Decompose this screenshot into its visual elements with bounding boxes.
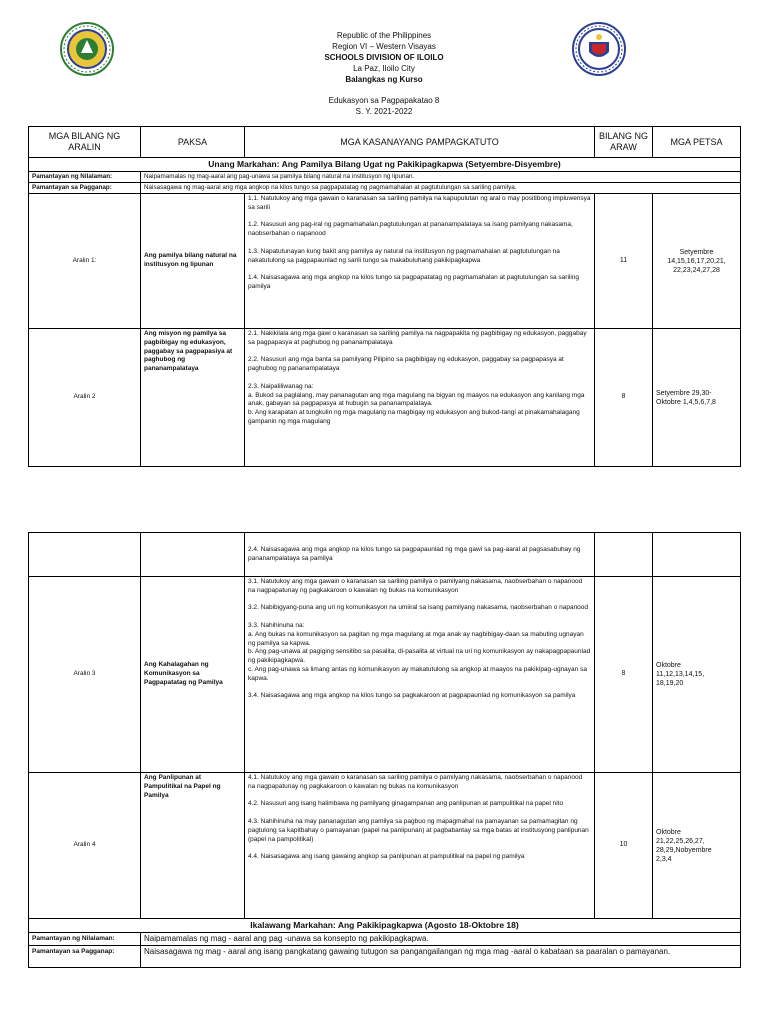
curriculum-table-page-2 <box>28 532 741 968</box>
lesson-number: Aralin 3 <box>29 577 141 773</box>
col-header-aralin: MGA BILANG NG ARALIN <box>29 127 141 158</box>
number-of-days: 11 <box>595 194 653 329</box>
subject-name: Edukasyon sa Pagpapakatao 8 <box>328 96 440 105</box>
school-year: S. Y. 2021-2022 <box>355 107 413 116</box>
quarter-1-title: Unang Markahan: Ang Pamilya Bilang Ugat ng Pakikipagkapwa (Setyembre-Disyembre) <box>29 158 741 172</box>
col-header-petsa: MGA PETSA <box>653 127 741 158</box>
standard-label: Pamantayan ng Nilalaman: <box>29 172 141 183</box>
lesson-number: Aralin 4 <box>29 773 141 919</box>
learning-competencies: 2.1. Nakikilala ang mga gawi o karanasan sa sariling pamilya na nagpapakita ng pagbibigay ng edukasyon, paggabay sa pagpapasya at paghubog ng pananampalataya 2.2. Nasusuri ang mga banta sa pamilyang Pilipino sa pagbibigay ng edukasyon, paggabay sa pagpapasya at paghubog ng pananampalataya 2.3. Naipaliliwanag na: a. Bukod sa paglalang, may pananagutan ang mga magulang na bigyan ng maayos na edukasyon ang kanilang mga anak, gabayan sa pagpapasya at hubugin sa pananampalataya. b. Ang karapatan at tungkulin ng mga magulang na magbigay ng edukasyon ang bukod-tangi at pinakamahalagang gampanin ng mga magulang <box>245 329 595 467</box>
lesson-dates: Setyembre 14,15,16,17,20,21, 22,23,24,27,28 <box>653 194 741 329</box>
table-row <box>29 577 741 773</box>
lesson-number: Aralin 1: <box>29 194 141 329</box>
learning-competencies: 3.1. Natutukoy ang mga gawain o karanasan sa sariling pamilya o pamilyang nakasama, naobserbahan o napanood na nagpapatunay ng pagkakaroon o kawalan ng bukas na komunikasyon 3.2. Nabibigyang-puna ang uri ng komunikasyon na umiiral sa isang pamilyang nakasama, naobserbahan o napanood 3.3. Nahihinuha na: a. Ang bukas na komunikasyon sa pagitan ng mga magulang at mga anak ay nagbibigay-daan sa mabuting ugnayan ng pamilya sa kapwa. b. Ang pag-unawa at pagiging sensitibo sa pasalita, di-pasalita at virtual na uri ng komunikasyon ay nakapagpapaunlad ng pakikipagkapwa. c. Ang pag-unawa sa limang antas ng komunikasyon ay makatutulong sa angkop at maayos na pakikipag-ugnayan sa kapwa. 3.4. Naisasagawa ang mga angkop na kilos tungo sa pagkakaroon at pagpapaunlad ng komunikasyon sa pamilya <box>245 577 595 773</box>
header-document-title: Balangkas ng Kurso <box>345 75 423 84</box>
learning-competencies: 1.1. Natutukoy ang mga gawain o karanasan sa sariling pamilya na kapupulutan ng aral o may positibong impluwensya sa sarili 1.2. Nasusuri ang pag-iral ng pagmamahalan,pagtutulungan at pananampalataya sa isang pamilyang nakasama, naobserbahan o napanood 1.3. Napatutunayan kung bakit ang pamilya ay natural na institusyon ng pagmamahalan at pagtutulungan na nakatutulong sa pagpapaunlad ng sarili tungo sa makabuluhang pakikipagkapwa 1.4. Naisasagawa ang mga angkop na kilos tungo sa pagpapatatag ng pagmamahalan at pagtutulungan sa sariling pamilya <box>245 194 595 329</box>
header-division: SCHOOLS DIVISION OF ILOILO <box>324 53 444 62</box>
number-of-days: 8 <box>595 329 653 467</box>
standard-performance: Naisasagawa ng mag - aaral ang isang pangkatang gawaing tutugon sa pangangailangan ng mga mag -aaral o kabataan sa paaralan o pamayanan. <box>141 946 741 968</box>
number-of-days: 10 <box>595 773 653 919</box>
lesson-dates: Oktobre 21,22,25,26,27, 28,29,Nobyembre 2,3,4 <box>653 773 741 919</box>
header-line-2: Region VI – Western Visayas <box>332 42 436 51</box>
empty-cell <box>595 533 653 577</box>
lesson-dates: Setyembre 29,30- Oktobre 1,4,5,6,7,8 <box>653 329 741 467</box>
table-row <box>29 533 741 577</box>
quarter-2-title: Ikalawang Markahan: Ang Pakikipagkapwa (Agosto 18-Oktobre 18) <box>29 919 741 933</box>
header-line-4: La Paz, Iloilo City <box>353 64 415 73</box>
lesson-topic: Ang Panlipunan at Pampulitikal na Papel ng Pamilya <box>141 773 245 919</box>
number-of-days: 8 <box>595 577 653 773</box>
standard-performance: Naisasagawa ng mag-aaral ang mga angkop na kilos tungo sa pagpapatatag ng pagmamahalan at pagtutulungan sa sariling pamilya. <box>141 183 741 194</box>
standard-label: Pamantayan ng Nilalaman: <box>29 933 141 946</box>
standard-content: Naipamamalas ng mag-aaral ang pag-unawa sa pamilya bilang natural na institusyon ng lipunan. <box>141 172 741 183</box>
standard-label: Pamantayan sa Pagganap: <box>29 183 141 194</box>
table-row <box>29 773 741 919</box>
empty-cell <box>141 533 245 577</box>
lesson-number: Aralin 2 <box>29 329 141 467</box>
document-header <box>0 30 768 85</box>
table-row <box>29 194 741 329</box>
lesson-dates: Oktobre 11,12,13,14,15, 18,19,20 <box>653 577 741 773</box>
empty-cell <box>653 533 741 577</box>
curriculum-table-page-1 <box>28 126 741 467</box>
learning-competencies: 4.1. Natutukoy ang mga gawain o karanasan sa sariling pamilya o pamilyang nakasama, naobserbahan o napanood na nagpapatunay ng pagkakaroon o kawalan ng bukas na komunikasyon 4.2. Nasusuri ang isang halimbawa ng pamilyang ginagampanan ang panlipunan at pampulitikal na papel nito 4.3. Nahihinuha na may pananagutan ang pamilya sa pagbuo ng mapagmahal na pamayanan sa pamamagitan ng pagtulong sa kapitbahay o pamayanan (papel na panlipunan) at pagbabantay sa mga batas at institusyong panlipunan (papel na pampolitikal) 4.4. Naisasagawa ang isang gawaing angkop sa panlipunan at pampulitikal na papel ng pamilya <box>245 773 595 919</box>
lesson-topic: Ang pamilya bilang natural na institusyon ng lipunan <box>141 194 245 329</box>
lesson-topic: Ang misyon ng pamilya sa pagbibigay ng edukasyon, paggabay sa pagpapasiya at paghubog ng pananampalataya <box>141 329 245 467</box>
standard-content: Naipamamalas ng mag - aaral ang pag -unawa sa konsepto ng pakikipagkapwa. <box>141 933 741 946</box>
lesson-topic: Ang Kahalagahan ng Komunikasyon sa Pagpapatatag ng Pamilya <box>141 577 245 773</box>
header-line-1: Republic of the Philippines <box>336 31 432 40</box>
empty-cell <box>29 533 141 577</box>
learning-competencies: 2.4. Naisasagawa ang mga angkop na kilos tungo sa pagpapaunlad ng mga gawi sa pag-aaral at pagsasabuhay ng pananampalataya sa pamilya <box>245 533 595 577</box>
subject-header <box>0 95 768 117</box>
table-row <box>29 329 741 467</box>
col-header-kasanayan: MGA KASANAYANG PAMPAGKATUTO <box>245 127 595 158</box>
standard-label: Pamantayan sa Pagganap: <box>29 946 141 968</box>
col-header-araw: BILANG NG ARAW <box>595 127 653 158</box>
col-header-paksa: PAKSA <box>141 127 245 158</box>
